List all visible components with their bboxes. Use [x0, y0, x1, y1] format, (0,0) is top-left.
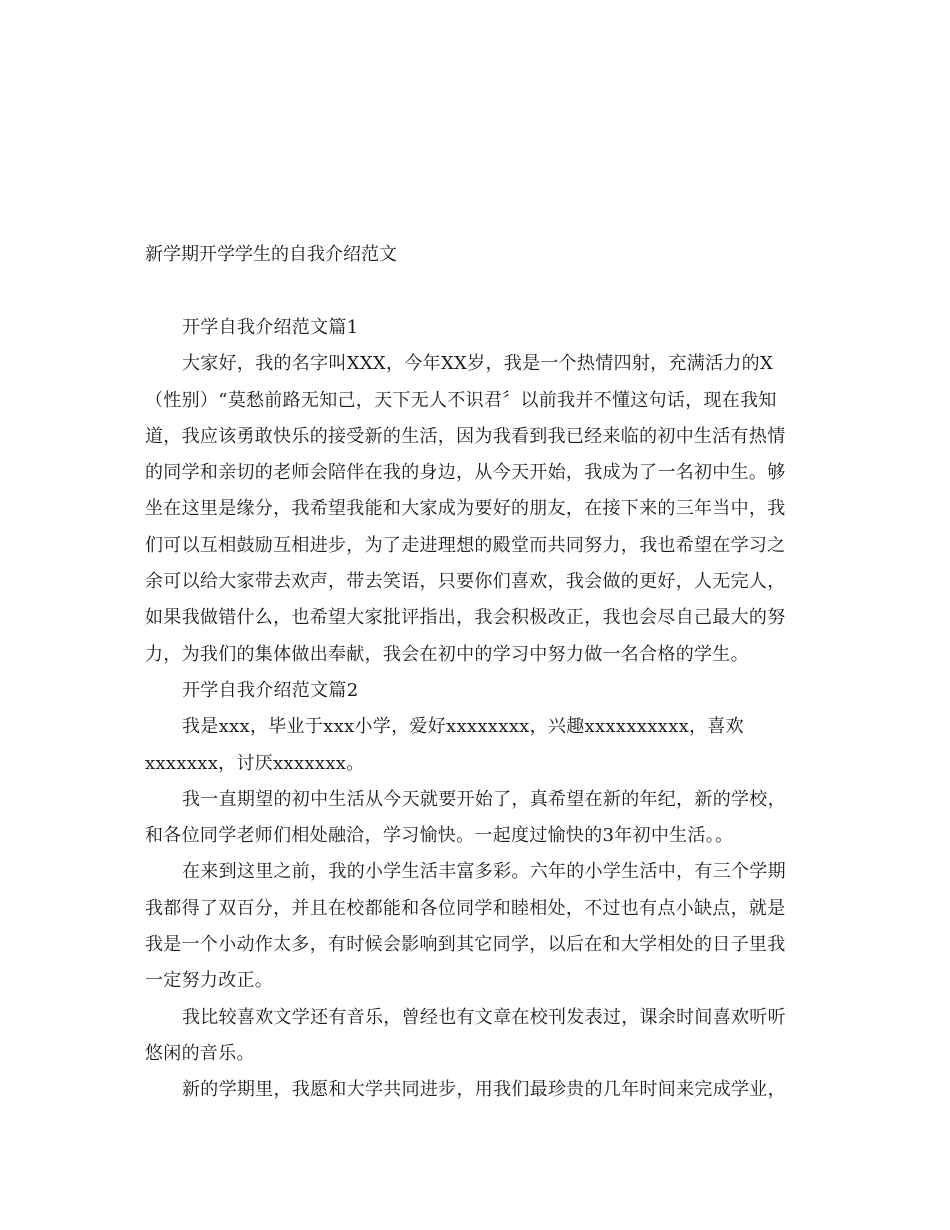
- text-line: 我是xxx，毕业于xxx小学，爱好xxxxxxxx，兴趣xxxxxxxxxx，喜欢: [182, 716, 744, 738]
- text-line: 和各位同学老师们相处融洽，学习愉快。一起度过愉快的3年初中生活。。: [145, 825, 734, 847]
- text-line: 道，我应该勇敢快乐的接受新的生活，因为我看到我已经来临的初中生活有热情: [145, 425, 786, 447]
- text-line: 一定努力改正。: [145, 970, 274, 992]
- text-line: 余可以给大家带去欢声，带去笑语，只要你们喜欢，我会做的更好，人无完人，: [145, 571, 786, 593]
- text-line: 力，为我们的集体做出奉献，我会在初中的学习中努力做一名合格的学生。: [145, 643, 749, 665]
- text-line: xxxxxxx，讨厌xxxxxxx。: [145, 752, 365, 774]
- text-line: 如果我做错什么，也希望大家批评指出，我会积极改正，我也会尽自己最大的努: [145, 607, 786, 629]
- text-line: 坐在这里是缘分，我希望我能和大家成为要好的朋友，在接下来的三年当中，我: [145, 498, 786, 520]
- text-line: 悠闲的音乐。: [145, 1042, 255, 1064]
- text-line: （性别）“莫愁前路无知己，天下无人不识君〞以前我并不懂这句话，现在我知: [145, 389, 777, 411]
- text-line: 我都得了双百分，并且在校都能和各位同学和睦相处，不过也有点小缺点，就是: [145, 897, 786, 919]
- text-line: 我一直期望的初中生活从今天就要开始了，真希望在新的年纪，新的学校，: [182, 788, 786, 810]
- text-line: 在来到这里之前，我的小学生活丰富多彩。六年的小学生活中，有三个学期: [182, 861, 786, 883]
- text-line: 的同学和亲切的老师会陪伴在我的身边，从今天开始，我成为了一名初中生。够: [145, 462, 786, 484]
- text-line: 我比较喜欢文学还有音乐，曾经也有文章在校刊发表过，课余时间喜欢听听: [182, 1006, 786, 1028]
- text-line: 开学自我介绍范文篇1: [182, 317, 359, 338]
- document-title: 新学期开学学生的自我介绍范文: [145, 244, 397, 265]
- text-line: 我是一个小动作太多，有时候会影响到其它同学，以后在和大学相处的日子里我: [145, 934, 786, 956]
- text-line: 大家好，我的名字叫XXX，今年XX岁，我是一个热情四射，充满活力的X: [182, 353, 774, 375]
- text-line: 新的学期里，我愿和大学共同进步，用我们最珍贵的几年时间来完成学业，: [182, 1079, 786, 1101]
- text-line: 们可以互相鼓励互相进步，为了走进理想的殿堂而共同努力，我也希望在学习之: [145, 534, 786, 556]
- text-line: 开学自我介绍范文篇2: [182, 679, 359, 701]
- document-body: [145, 310, 800, 1109]
